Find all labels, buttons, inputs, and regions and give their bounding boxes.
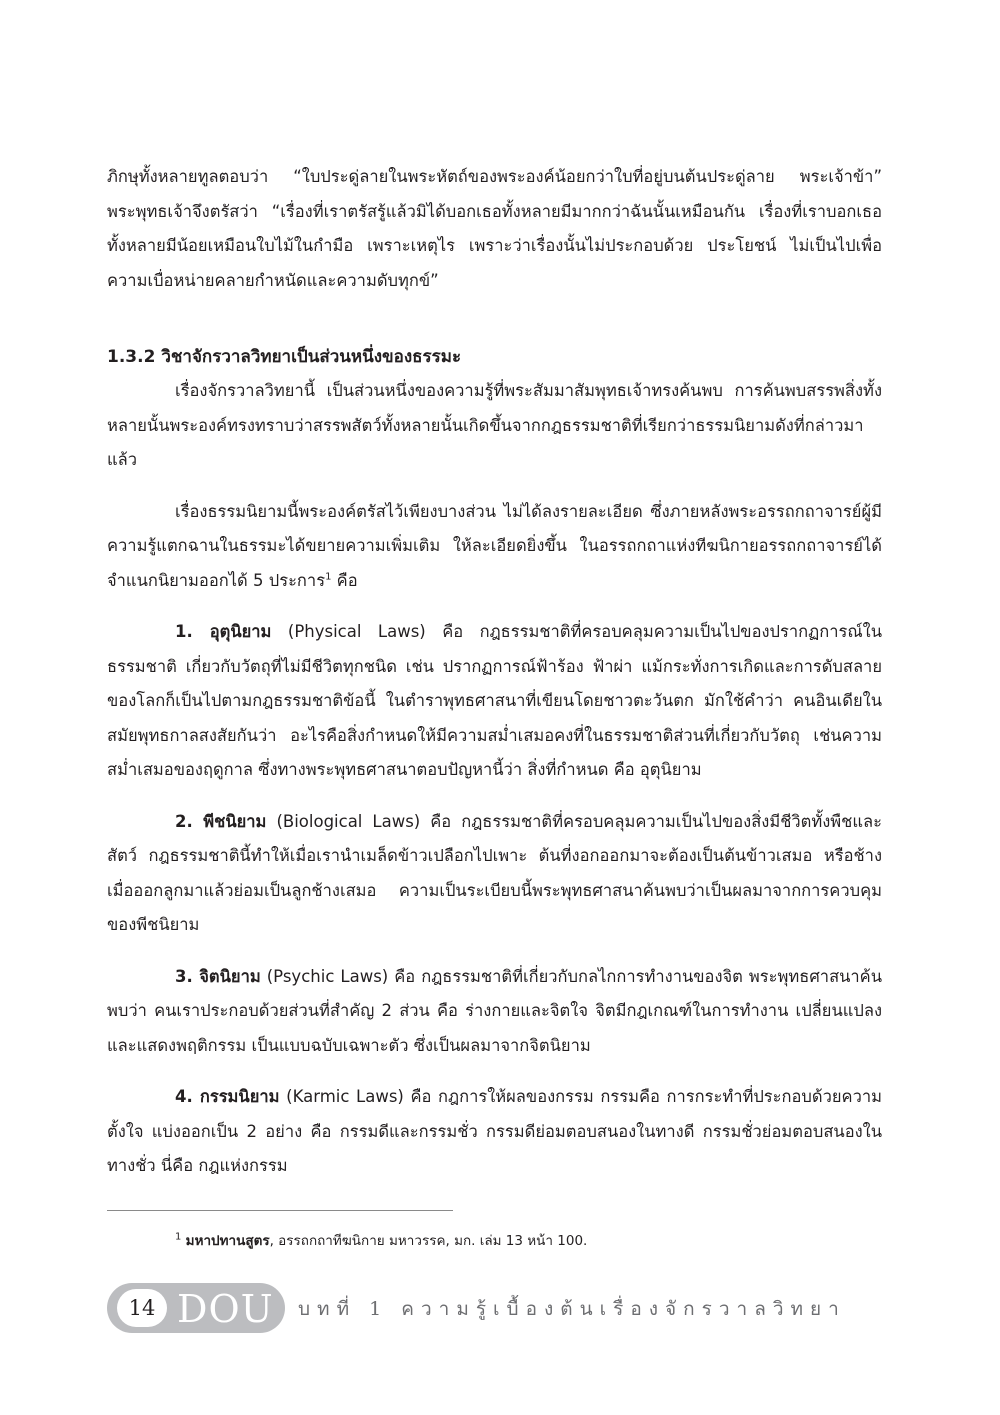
law-item-3 xyxy=(107,960,882,1064)
law-item-1 xyxy=(107,615,882,788)
law-english: (Physical Laws) xyxy=(271,622,426,641)
footnote-mark: 1 xyxy=(175,1231,182,1243)
footnote-source-title: มหาปทานสูตร xyxy=(185,1233,270,1249)
law-text: คือ กฎธรรมชาติที่ครอบคลุมความเป็นไปของปรากฏการณ์ในธรรมชาติ เกี่ยวกับวัตถุที่ไม่มีชีวิตทุกชนิด เช่น ปรากฏการณ์ฟ้าร้อง ฟ้าผ่า แม้กระทั่งการเกิดและการดับสลายของโลกก็เป็นไปตามกฎธรรมชาติข้อนี้ ในตำราพุทธศาสนาที่เขียนโดยชาวตะวันตก มักใช้คำว่า คนอินเดียในสมัยพุทธกาลสงสัยกันว่า อะไรคือสิ่งกำหนดให้มีความสม่ำเสมอคงที่ในธรรมชาติส่วนที่เกี่ยวกับวัตถุ เช่นความสม่ำเสมอของฤดูกาล ซึ่งทางพระพุทธศาสนาตอบปัญหานี้ว่า สิ่งที่กำหนด คือ อุตุนิยาม xyxy=(107,622,882,779)
footnote-divider xyxy=(107,1210,453,1211)
law-title: 4. กรรมนิยาม xyxy=(175,1087,280,1106)
law-title: 1. อุตุนิยาม xyxy=(175,622,272,641)
section-header xyxy=(107,340,882,374)
footnote-source-detail: , อรรถกถาทีฆนิกาย มหาวรรค, มก. เล่ม 13 หน้า 100. xyxy=(269,1233,588,1249)
page-number: 14 xyxy=(117,1289,167,1327)
law-title: 3. จิตนิยาม xyxy=(175,966,261,986)
section-paragraph-2 xyxy=(107,495,882,599)
law-english: (Psychic Laws) xyxy=(260,966,389,986)
law-english: (Biological Laws) xyxy=(266,811,421,831)
footer-badge xyxy=(107,1283,285,1333)
law-text: คือ กฎธรรมชาติที่เกี่ยวกับกลไกการทำงานของจิต พระพุทธศาสนาค้นพบว่า คนเราประกอบด้วยส่วนที่สำคัญ 2 ส่วน คือ ร่างกายและจิตใจ จิตมีกฎเกณฑ์ในการทำงาน เปลี่ยนแปลงและแสดงพฤติกรรม เป็นแบบฉบับเฉพาะตัว ซึ่งเป็นผลมาจากจิตนิยาม xyxy=(107,966,883,1055)
footnote-reference[interactable]: 1 xyxy=(325,571,332,582)
law-title: 2. พีชนิยาม xyxy=(175,811,267,831)
law-text: คือ กฎการให้ผลของกรรม กรรมคือ การกระทำที่ประกอบด้วยความตั้งใจ แบ่งออกเป็น 2 อย่าง คือ กรรมดีและกรรมชั่ว กรรมดีย่อมตอบสนองในทางดี กรรมชั่วย่อมตอบสนองในทางชั่ว นี่คือ กฎแห่งกรรม xyxy=(107,1087,883,1175)
section-paragraph-2-end: คือ xyxy=(331,570,358,590)
footnote xyxy=(175,1230,875,1252)
section-heading: 1.3.2 วิชาจักรวาลวิทยาเป็นส่วนหนึ่งของธรรมะ xyxy=(107,347,462,367)
main-content xyxy=(107,160,882,1184)
law-item-2 xyxy=(107,805,882,943)
chapter-title: บทที่ 1 ความรู้เบื้องต้นเรื่องจักรวาลวิทยา xyxy=(298,1298,846,1320)
section-paragraph-2-text: เรื่องธรรมนิยามนี้พระองค์ตรัสไว้เพียงบางส่วน ไม่ได้ลงรายละเอียด ซึ่งภายหลังพระอรรถกถาจารย์ผู้มีความรู้แตกฉานในธรรมะได้ขยายความเพิ่มเติม ให้ละเอียดยิ่งขึ้น ในอรรถกถาแห่งทีฆนิกายอรรถกถาจารย์ได้จำแนกนิยามออกได้ 5 ประการ xyxy=(107,501,882,590)
brand-logo-text: DOU xyxy=(177,1287,274,1331)
law-english: (Karmic Laws) xyxy=(279,1087,404,1106)
section-paragraph-1: เรื่องจักรวาลวิทยานี้ เป็นส่วนหนึ่งของความรู้ที่พระสัมมาสัมพุทธเจ้าทรงค้นพบ การค้นพบสรรพสิ่งทั้งหลายนั้นพระองค์ทรงทราบว่าสรรพสัตว์ทั้งหลายนั้นเกิดขึ้นจากกฎธรรมชาติที่เรียกว่าธรรมนิยามดังที่กล่าวมาแล้ว xyxy=(107,381,882,469)
law-item-4 xyxy=(107,1080,882,1184)
law-text: คือ กฎธรรมชาติที่ครอบคลุมความเป็นไปของสิ่งมีชีวิตทั้งพืชและสัตว์ กฎธรรมชาตินี้ทำให้เมื่อเรานำเมล็ดข้าวเปลือกไปเพาะ ต้นที่งอกออกมาจะต้องเป็นต้นข้าวเสมอ หรือช้างเมื่อออกลูกมาแล้วย่อมเป็นลูกช้างเสมอ ความเป็นระเบียบนี้พระพุทธศาสนาค้นพบว่าเป็นผลมาจากการควบคุมของพีชนิยาม xyxy=(107,811,882,934)
intro-paragraph: ภิกษุทั้งหลายทูลตอบว่า “ใบประดู่ลายในพระหัตถ์ของพระองค์น้อยกว่าใบที่อยู่บนต้นประดู่ลาย พระเจ้าข้า” พระพุทธเจ้าจึงตรัสว่า “เรื่องที่เราตรัสรู้แล้วมิได้บอกเธอทั้งหลายมีมากกว่าฉันนั้นเหมือนกัน เรื่องที่เราบอกเธอทั้งหลายมีน้อยเหมือนใบไม้ในกำมือ เพราะเหตุไร เพราะว่าเรื่องนั้นไม่ประกอบด้วย ประโยชน์ ไม่เป็นไปเพื่อความเบื่อหน่ายคลายกำหนัดและความดับทุกข์” xyxy=(107,167,882,290)
